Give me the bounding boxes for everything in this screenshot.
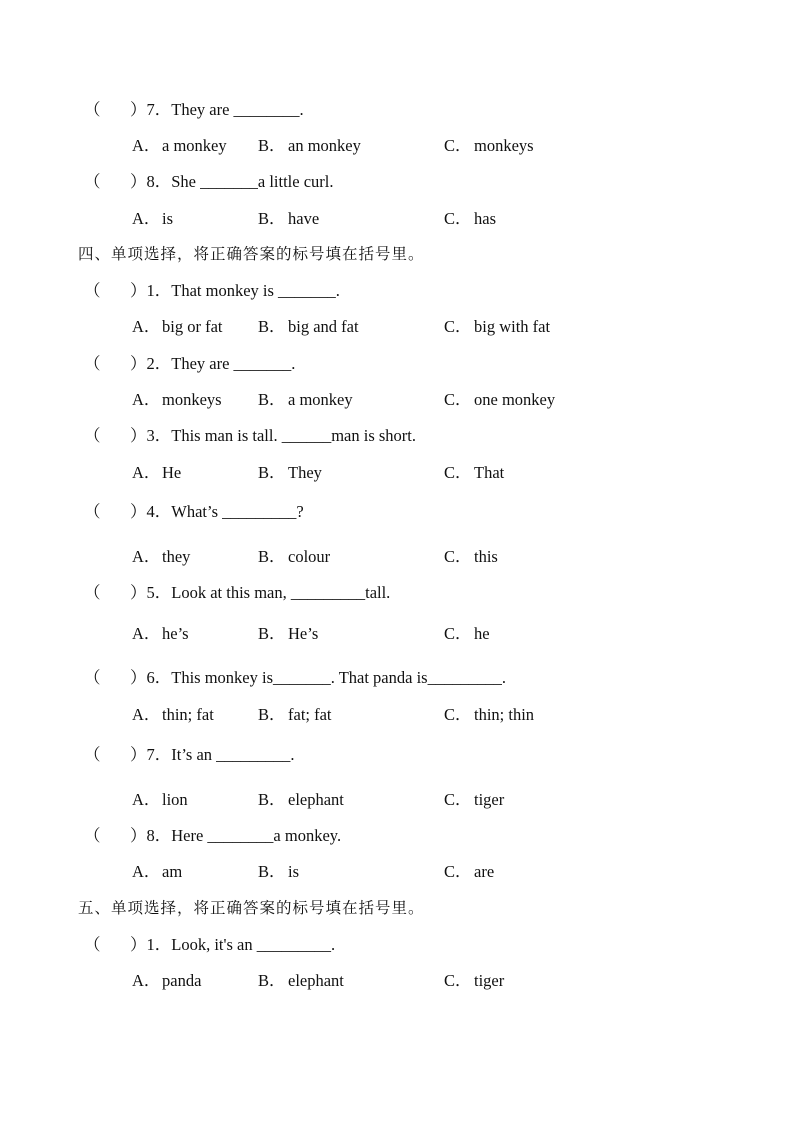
answer-bracket-open: （ (84, 668, 101, 687)
option-a: A．a monkey (132, 136, 227, 155)
answer-bracket-open: （ (84, 583, 101, 602)
option-b: B． have (258, 209, 320, 228)
question-text: ）5．Look at this man, _________tall. (130, 583, 391, 602)
option-c: C． monkeys (444, 136, 534, 155)
option-b: B． is (258, 862, 300, 881)
question-text: ）1．Look, it's an _________. (130, 935, 336, 954)
option-c: C． big with fat (444, 317, 551, 336)
answer-bracket-open: （ (84, 426, 101, 445)
answer-bracket-open: （ (84, 100, 101, 119)
option-c: C． tiger (444, 971, 505, 990)
section-heading: 五、单项选择，将正确答案的标号填在括号里。 (78, 899, 425, 917)
option-b: B． They (258, 463, 322, 482)
option-a: A．they (132, 547, 191, 566)
option-b: B． elephant (258, 971, 344, 990)
option-c: C． are (444, 862, 495, 881)
option-b: B． an monkey (258, 136, 361, 155)
option-b: B． big and fat (258, 317, 359, 336)
question-text: ）2．They are _______. (130, 354, 296, 373)
answer-bracket-open: （ (84, 172, 101, 191)
option-a: A．lion (132, 790, 188, 809)
answer-bracket-open: （ (84, 745, 101, 764)
option-a: A．He (132, 463, 182, 482)
option-b: B． elephant (258, 790, 344, 809)
question-text: ）6．This monkey is_______. That panda is_________. (130, 668, 506, 687)
answer-bracket-open: （ (84, 354, 101, 373)
answer-bracket-open: （ (84, 935, 101, 954)
answer-bracket-open: （ (84, 826, 101, 845)
question-text: ）8．She _______a little curl. (130, 172, 334, 191)
question-text: ）1．That monkey is _______. (130, 281, 340, 300)
answer-bracket-open: （ (84, 502, 101, 521)
option-c: C． tiger (444, 790, 505, 809)
question-text: ）7．They are ________. (130, 100, 304, 119)
option-a: A．am (132, 862, 183, 881)
question-text: ）7．It’s an _________. (130, 745, 295, 764)
question-text: ）4．What’s _________? (130, 502, 304, 521)
option-a: A．monkeys (132, 390, 222, 409)
option-a: A．he’s (132, 624, 189, 643)
option-b: B． He’s (258, 624, 319, 643)
option-c: C． one monkey (444, 390, 556, 409)
question-text: ）3．This man is tall. ______man is short. (130, 426, 416, 445)
option-c: C． he (444, 624, 490, 643)
option-c: C． this (444, 547, 498, 566)
option-a: A．thin; fat (132, 705, 214, 724)
option-c: C． That (444, 463, 505, 482)
option-b: B． fat; fat (258, 705, 332, 724)
question-text: ）8．Here ________a monkey. (130, 826, 342, 845)
section-heading: 四、单项选择，将正确答案的标号填在括号里。 (78, 245, 425, 263)
answer-bracket-open: （ (84, 281, 101, 300)
option-a: A．is (132, 209, 174, 228)
option-a: A．panda (132, 971, 202, 990)
option-c: C． has (444, 209, 496, 228)
option-c: C． thin; thin (444, 705, 535, 724)
option-b: B． a monkey (258, 390, 353, 409)
option-a: A．big or fat (132, 317, 223, 336)
option-b: B． colour (258, 547, 331, 566)
